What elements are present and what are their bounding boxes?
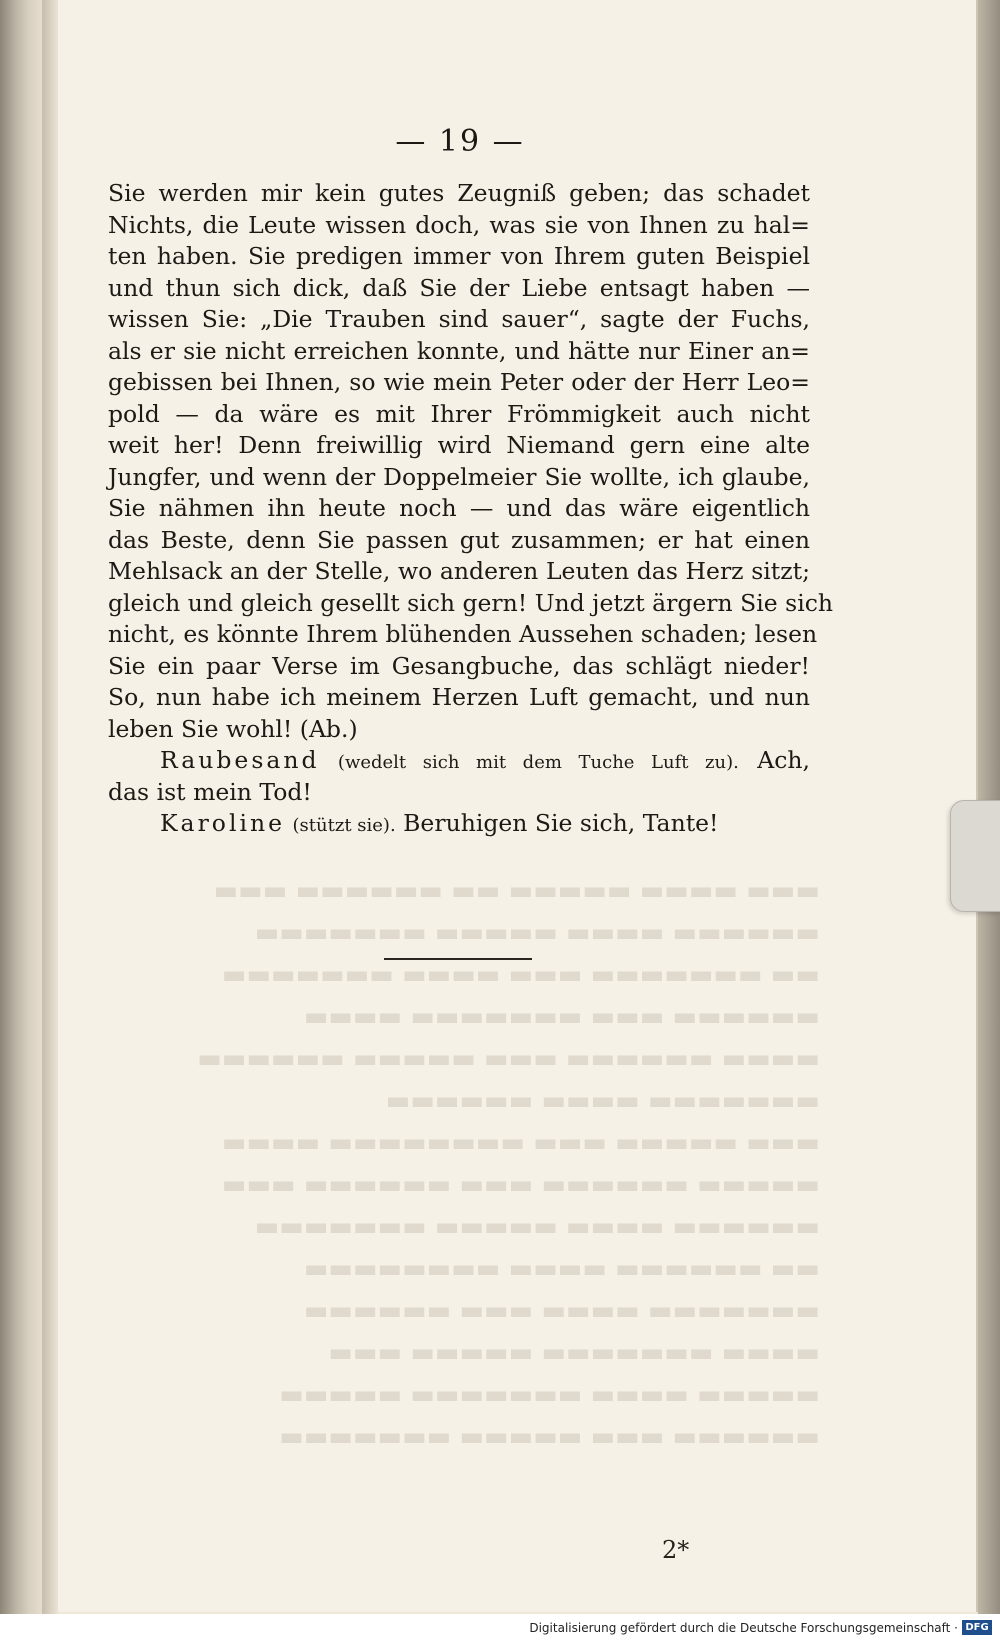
speech-raubesand [108, 745, 810, 777]
text-line: leben Sie wohl! (Ab.) [108, 714, 358, 743]
footer-bar [0, 1614, 1000, 1642]
text-line: Sie ein paar Verse im Gesangbuche, das schlägt nieder! [108, 651, 810, 680]
speech-text: Beruhigen Sie sich, Tante! [403, 809, 719, 837]
text-line: nicht, es könnte Ihrem blühenden Aussehen schaden; lesen [108, 620, 818, 648]
text-line: wissen Sie: „Die Trauben sind sauer“, sagte der Fuchs, [108, 305, 810, 333]
page-number: — 19 — [395, 124, 525, 159]
text-line: weit her! Denn freiwillig wird Niemand gern eine alte [108, 431, 810, 459]
left-page-edge [0, 0, 42, 1614]
text-line: Sie werden mir kein gutes Zeugniß geben; das schadet [108, 179, 810, 207]
speaker-name: Raubesand [160, 746, 320, 774]
speech-karoline [108, 808, 810, 840]
text-line: und thun sich dick, daß Sie der Liebe entsagt haben — [108, 273, 810, 302]
text-line: So, nun habe ich meinem Herzen Luft gemacht, und nun [108, 683, 810, 711]
text-line: gleich und gleich gesellt sich gern! Und jetzt ärgern Sie sich [108, 588, 834, 617]
speech-text: Ach, [757, 746, 810, 774]
stage-direction: (wedelt sich mit dem Tuche Luft zu). [337, 752, 739, 773]
text-line: pold — da wäre es mit Ihrer Frömmigkeit auch nicht [108, 399, 810, 428]
funding-credit: Digitalisierung gefördert durch die Deutsche Forschungsgemeinschaft · [529, 1621, 958, 1635]
speaker-name: Karoline [160, 809, 286, 837]
text-line: das ist mein Tod! [108, 777, 312, 806]
text-line: Nichts, die Leute wissen doch, was sie von Ihnen zu hal= [108, 210, 810, 239]
text-line: das Beste, denn Sie passen gut zusammen; er hat einen [108, 525, 810, 554]
text-line: Sie nähmen ihn heute noch — und das wäre eigentlich [108, 494, 810, 522]
page-tab-marker [950, 800, 1000, 912]
text-line: Mehlsack an der Stelle, wo anderen Leuten das Herz sitzt; [108, 557, 810, 585]
scene-divider-rule [384, 958, 532, 960]
text-line: gebissen bei Ihnen, so wie mein Peter oder der Herr Leo= [108, 368, 810, 396]
text-line: als er sie nicht erreichen konnte, und hätte nur Einer an= [108, 336, 810, 365]
dialogue-text [108, 178, 834, 840]
signature-mark: 2* [662, 1536, 690, 1564]
text-line: ten haben. Sie predigen immer von Ihrem guten Beispiel [108, 242, 810, 270]
text-line: Jungfer, und wenn der Doppelmeier Sie wollte, ich glaube, [108, 462, 810, 491]
show-through-text: ▬▬▬ ▬▬▬▬ ▬▬▬▬▬ ▬▬ ▬▬▬▬▬▬ ▬▬▬ ▬▬▬▬▬▬ ▬▬▬▬ ▬▬▬▬▬ ▬▬▬▬▬▬▬ ▬▬ ▬▬▬▬▬▬▬ ▬▬▬ ▬▬▬▬ ▬▬▬▬▬▬▬ ▬▬▬▬▬▬ ▬▬▬ ▬▬▬▬▬▬▬ ▬▬▬▬ ▬▬▬▬ ▬▬▬▬▬▬ ▬▬▬ ▬▬▬▬▬ ▬▬▬▬▬▬ ▬▬▬▬▬▬▬ ▬▬▬▬ ▬▬▬▬▬▬ ▬▬▬ ▬▬▬▬▬ ▬▬▬ ▬▬▬▬▬▬▬▬ ▬▬▬▬ ▬▬▬▬▬ ▬▬▬▬▬▬ ▬▬▬ ▬▬▬▬▬▬ ▬▬▬ ▬▬▬▬▬▬ ▬▬▬▬ ▬▬▬▬▬ ▬▬▬▬▬▬▬ ▬▬ ▬▬▬▬▬▬ ▬▬▬▬ ▬▬▬▬▬▬▬▬ ▬▬▬▬▬▬▬ ▬▬▬▬ ▬▬▬ ▬▬▬▬▬▬ ▬▬▬▬ ▬▬▬▬▬▬▬ ▬▬▬▬▬ ▬▬▬ ▬▬▬▬▬ ▬▬▬▬ ▬▬▬▬▬▬▬ ▬▬▬▬▬ ▬▬▬▬▬▬ ▬▬▬ ▬▬▬▬▬ ▬▬▬▬▬▬▬ [197, 876, 820, 1452]
stage-direction: (stützt sie). [292, 815, 396, 836]
dfg-logo: DFG [962, 1620, 992, 1635]
